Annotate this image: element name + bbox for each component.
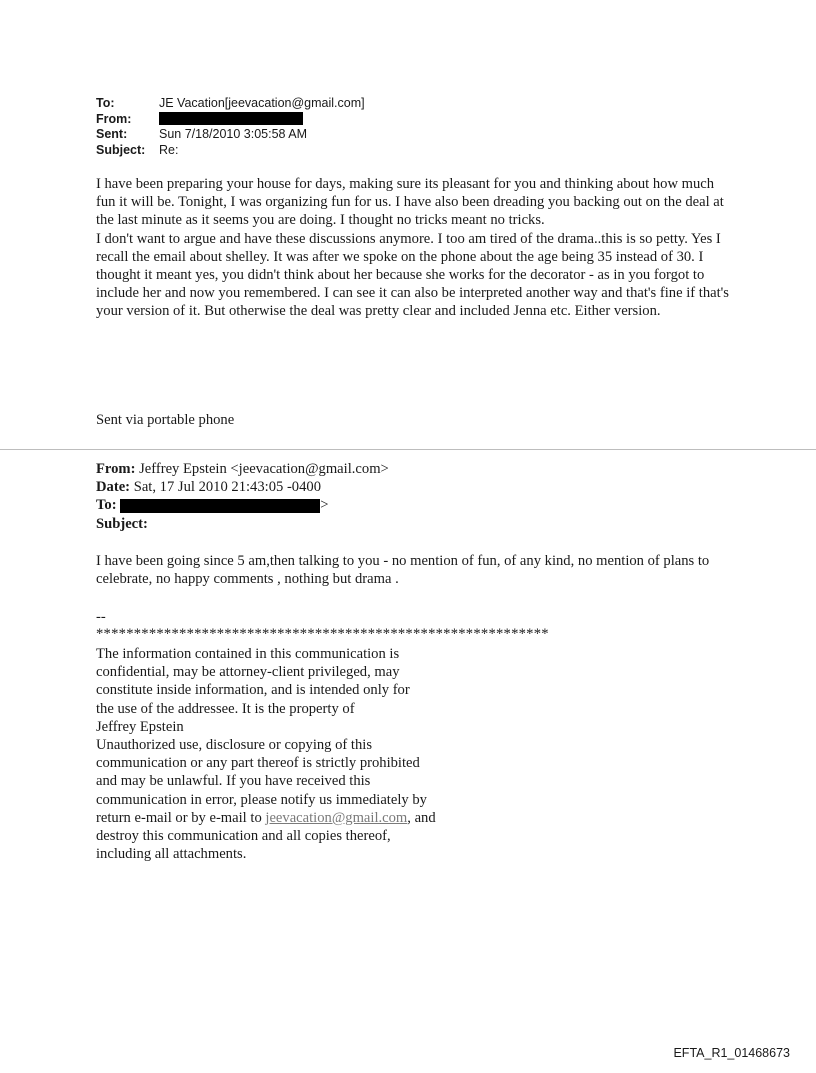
disclaimer-line: Jeffrey Epstein — [96, 718, 184, 735]
quoted-body: I have been going since 5 am,then talking to you - no mention of fun, of any kind, no mention of plans to celebrate, no happy comments , nothing but drama . — [96, 553, 710, 588]
message-signature: Sent via portable phone — [96, 412, 235, 428]
subject-value: Re: — [159, 142, 179, 157]
disclaimer-text: , and — [407, 809, 436, 826]
quoted-date-label: Date: — [96, 479, 131, 496]
quoted-to-suffix: > — [320, 497, 329, 514]
signature-stars: ************************************************************ — [96, 626, 549, 642]
header-subject-row — [96, 143, 365, 159]
disclaimer-line: confidential, may be attorney-client privileged, may — [96, 664, 400, 681]
disclaimer-line: The information contained in this communication is — [96, 646, 400, 662]
disclaimer-line: destroy this communication and all copies thereof, — [96, 828, 391, 845]
disclaimer-line: communication or any part thereof is strictly prohibited — [96, 755, 420, 772]
header-sent-row — [96, 127, 365, 143]
thread-divider — [0, 449, 816, 450]
disclaimer-text: return e-mail or by e-mail to — [96, 809, 266, 826]
quoted-subject-row — [96, 515, 736, 533]
disclaimer-line-with-link — [96, 809, 496, 827]
from-label: From: — [96, 111, 132, 126]
message-paragraph: I don't want to argue and have these discussions anymore. I too am tired of the drama..this is so petty. Yes I recall the email about shelley. It was after we spoke on the phone about the age being 35 instead of 30. I thought it meant yes, you didn't think about her because she works for the decorator - as in you forgot to include her and now you remembered. I can see it can also be interpreted another way and that's fine if that's your version of it. But otherwise the deal was pretty clear and included Jenna etc. Either version. — [96, 230, 729, 320]
disclaimer-line: including all attachments. — [96, 846, 247, 863]
message-body — [96, 175, 736, 321]
quoted-from-value: Jeffrey Epstein <jeevacation@gmail.com> — [139, 461, 389, 477]
quoted-date-value: Sat, 17 Jul 2010 21:43:05 -0400 — [133, 479, 321, 496]
document-id: EFTA_R1_01468673 — [673, 1046, 790, 1060]
disclaimer-line: the use of the addressee. It is the property of — [96, 700, 355, 717]
email-header — [96, 96, 365, 158]
redaction-bar — [159, 112, 303, 125]
to-label: To: — [96, 96, 115, 110]
quoted-date-row — [96, 478, 736, 496]
email-link[interactable]: jeevacation@gmail.com — [265, 809, 408, 826]
quoted-header — [96, 460, 736, 533]
disclaimer-line: Unauthorized use, disclosure or copying of this — [96, 737, 373, 754]
quoted-to-row — [96, 496, 736, 514]
redaction-bar — [120, 499, 320, 513]
disclaimer-line: communication in error, please notify us immediately by — [96, 791, 427, 808]
quoted-from-label: From: — [96, 461, 136, 477]
quoted-to-label: To: — [96, 497, 117, 514]
header-from-row — [96, 112, 365, 128]
disclaimer-line: constitute inside information, and is intended only for — [96, 682, 410, 699]
header-to-row — [96, 96, 365, 112]
confidentiality-disclaimer — [96, 645, 496, 863]
sent-value: Sun 7/18/2010 3:05:58 AM — [159, 127, 308, 141]
to-value: JE Vacation[jeevacation@gmail.com] — [159, 96, 365, 110]
disclaimer-line: and may be unlawful. If you have received this — [96, 773, 371, 790]
signature-dashes: -- — [96, 609, 106, 625]
message-paragraph: I have been preparing your house for days, making sure its pleasant for you and thinking about how much fun it will be. Tonight, I was organizing fun for us. I have also been dreading you backing out on the deal at the last minute as it seems you are doing. I thought no tricks meant no tricks. — [96, 176, 724, 229]
sent-label: Sent: — [96, 127, 128, 141]
quoted-subject-label: Subject: — [96, 515, 148, 532]
subject-label: Subject: — [96, 142, 146, 157]
quoted-from-row — [96, 460, 736, 478]
